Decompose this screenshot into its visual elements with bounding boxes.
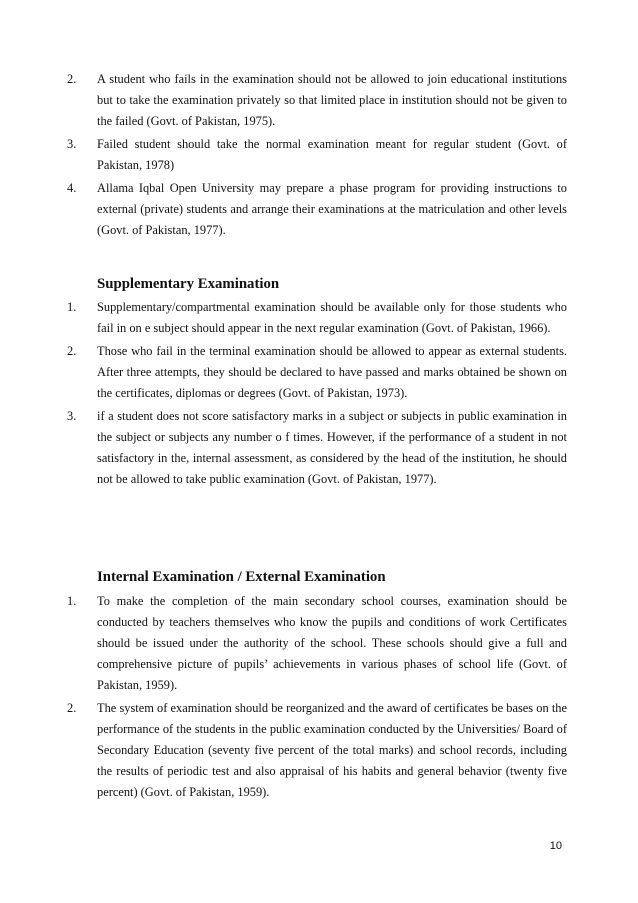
list-item [67,178,567,241]
list-item-number: 3. [67,137,77,151]
list-item-number: 4. [67,181,77,195]
list-item [67,591,567,696]
list-item-text: Those who fail in the terminal examination should be allowed to appear as external students. After three attempts, they should be declared to have passed and marks obtained be shown on the certificates, diplomas or degrees (Govt. of Pakistan, 1973). [97,344,567,400]
internal-external-list [67,591,567,803]
list-item [67,134,567,176]
section-heading-internal-external: Internal Examination / External Examination [97,569,386,585]
list-item [67,69,567,132]
list-item-text: The system of examination should be reorganized and the award of certificates be bases on the performance of the students in the public examination conducted by the Universities/ Board of Secondary Education (seventy five percent of the total marks) and school records, including the results of periodic test and also appraisal of his habits and general behavior (twenty five percent) (Govt. of Pakistan, 1959). [97,701,567,799]
list-item-text: To make the completion of the main secondary school courses, examination should be conducted by teachers themselves who know the pupils and conditions of work Certificates should be issued under the authority of the school. These schools should give a full and comprehensive picture of pupils’ achievements in various phases of school life (Govt. of Pakistan, 1959). [97,594,567,692]
list-item [67,406,567,490]
list-item-number: 2. [67,344,77,358]
list-item [67,341,567,404]
list-item-number: 1. [67,300,77,314]
list-continued [67,69,567,241]
list-item-number: 2. [67,701,77,715]
supplementary-list [67,297,567,490]
list-item-number: 1. [67,594,77,608]
list-item-text: A student who fails in the examination should not be allowed to join educational institutions but to take the examination privately so that limited place in institution should not be given to the failed (Govt. of Pakistan, 1975). [97,72,567,128]
list-item-number: 2. [67,72,77,86]
list-item-text: Supplementary/compartmental examination should be available only for those students who fail in on e subject should appear in the next regular examination (Govt. of Pakistan, 1966). [97,300,567,335]
list-item-text: Allama Iqbal Open University may prepare a phase program for providing instructions to external (private) students and arrange their examinations at the matriculation and other levels (Govt. of Pakistan, 1977). [97,181,567,237]
list-item-text: Failed student should take the normal examination meant for regular student (Govt. of Pakistan, 1978) [97,137,567,172]
section-heading-supplementary: Supplementary Examination [97,276,280,292]
list-item-text: if a student does not score satisfactory marks in a subject or subjects in public examination in the subject or subjects any number o f times. However, if the performance of a student in not satisfactory in the, internal assessment, as considered by the head of the institution, he should not be allowed to take public examination (Govt. of Pakistan, 1977). [97,409,567,486]
list-item [67,698,567,803]
list-item [67,297,567,339]
page-number: 10 [549,840,562,852]
list-item-number: 3. [67,409,77,423]
